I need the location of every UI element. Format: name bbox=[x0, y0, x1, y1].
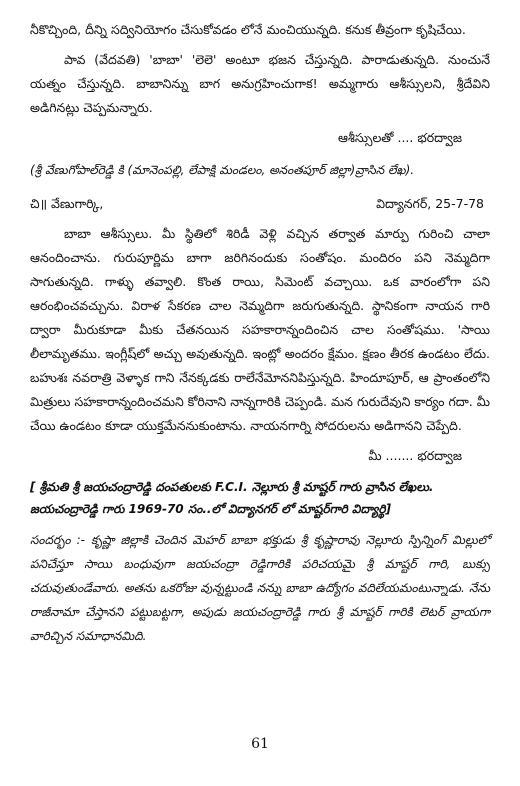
signoff-yours: మీ ....... భరద్వాజ bbox=[368, 448, 462, 463]
salutation: చి॥ వేణుగార్కి, bbox=[30, 196, 104, 211]
letters-header-note: [ శ్రీమతి శ్రీ జయచంద్రారెడ్డి దంపతులకు F.C.I. నెల్లూరు శ్రీ మాష్టర్ గారు వ్రాసిన లేఖలు. జయచంద్రారెడ్డి గారు 1969-70 సం..లో విద్యానగర్ లో మాష్టర్‌గారి విద్యార్థి] bbox=[30, 480, 434, 516]
page-number: 61 bbox=[251, 736, 269, 752]
place-date: విద్యానగర్, 25-7-78 bbox=[376, 196, 484, 211]
paragraph-intro: నీకొచ్చింది, దీన్ని సద్వినియోగం చేసుకోవడం లోనే మంచియున్నది. కనుక తీవ్రంగా కృషిచేయి. bbox=[30, 22, 466, 37]
paragraph-vedavathi: పావ (వేదవతి) 'బాబా' 'లెలె' అంటూ భజన చేస్తున్నది. పారాడుతున్నది. నుంచునే యత్నం చేస్తున్నది. బాబానిన్ను బాగ అనుగ్రహించుగాక! అమ్మగారు ఆశీస్సులని, శ్రీదేవిని అడిగినట్లు చెప్పమన్నారు. bbox=[30, 52, 490, 115]
letter-recipient-note: (శ్రీ వేణుగోపాల్‌రెడ్డి కి (మానెంపల్లి, లేపాక్షి మండలం, అనంతపూర్ జిల్లా)వ్రాసిన లేఖ). bbox=[30, 163, 415, 177]
letter-body: బాబా ఆశీస్సులు. మీ స్థితిలో శిరిడీ వెళ్లి వచ్చిన తర్వాత మార్పు గురించి చాలా ఆనందించాను. గురుపూర్ణిమ బాగా జరిగినందుకు సంతోషం. మందిరం పని నెమ్మదిగా సాగుతున్నది. గాళ్ళు తవ్వాలి. కొంత రాయి, సిమెంట్ వచ్చాయి. ఒక వారంలోగా పని ఆరంభించవచ్చును. విరాళ సేకరణ చాల నెమ్మదిగా జరుగుతున్నది. స్థానికంగా నాయన గారి ద్వారా మీరుకూడా మీకు చేతనయిన సహకారాన్నందించిన చాల సంతోషము. 'సాయి లీలామృతము. ఇంగ్లీష్‌లో అచ్చు అవుతున్నది. ఇంట్లో అందరం క్షేమం. క్షణం తీరక ఉండటం లేదు. బహుశః నవరాత్రి వెళ్ళాక గాని నేనక్కడకు రాలేనేమోననిపిస్తున్నది. హిందూపూర్, ఆ ప్రాంతంలోని మిత్రులు సహకారాన్నందించమని కోరినాని నాన్నగారికి చెప్పండి. మన గురుదేవుని కార్యం గదా. మీ చేయి ఉండటం కూడా యుక్తమేననుకుంటాను. నాయనగార్ని సోదరులను అడిగానని చెప్పేది. bbox=[30, 226, 490, 433]
context-paragraph: సందర్భం :- కృష్ణా జిల్లాకి చెందిన మెహర్ బాబా భక్తుడు శ్రీ కృష్ణారావు నెల్లూరు స్పిన్నింగ్ మిల్లులో పనిచేస్తూ సాయి బంధువుగా జయచంద్రా రెడ్డిగారికి పరిచయమై శ్రీ మాష్టర్ గారి, బుక్సు చదువుతుండేవారు. అతను ఒకరోజు వున్నట్టుండి నన్ను బాబా ఉద్యోగం వదిలేయమంటున్నాడు. నేను రాజీనామా చేస్తానని పట్టుబట్టగా, అపుడు జయచంద్రారెడ్డి గారు శ్రీ మాష్టర్ గారికి లెటర్ వ్రాయగా వారిచ్చిన సమాధానమిది. bbox=[30, 533, 490, 643]
signoff-blessings: ఆశీస్సులతో .... భరద్వాజ bbox=[337, 130, 462, 145]
salutation-row bbox=[30, 192, 490, 216]
